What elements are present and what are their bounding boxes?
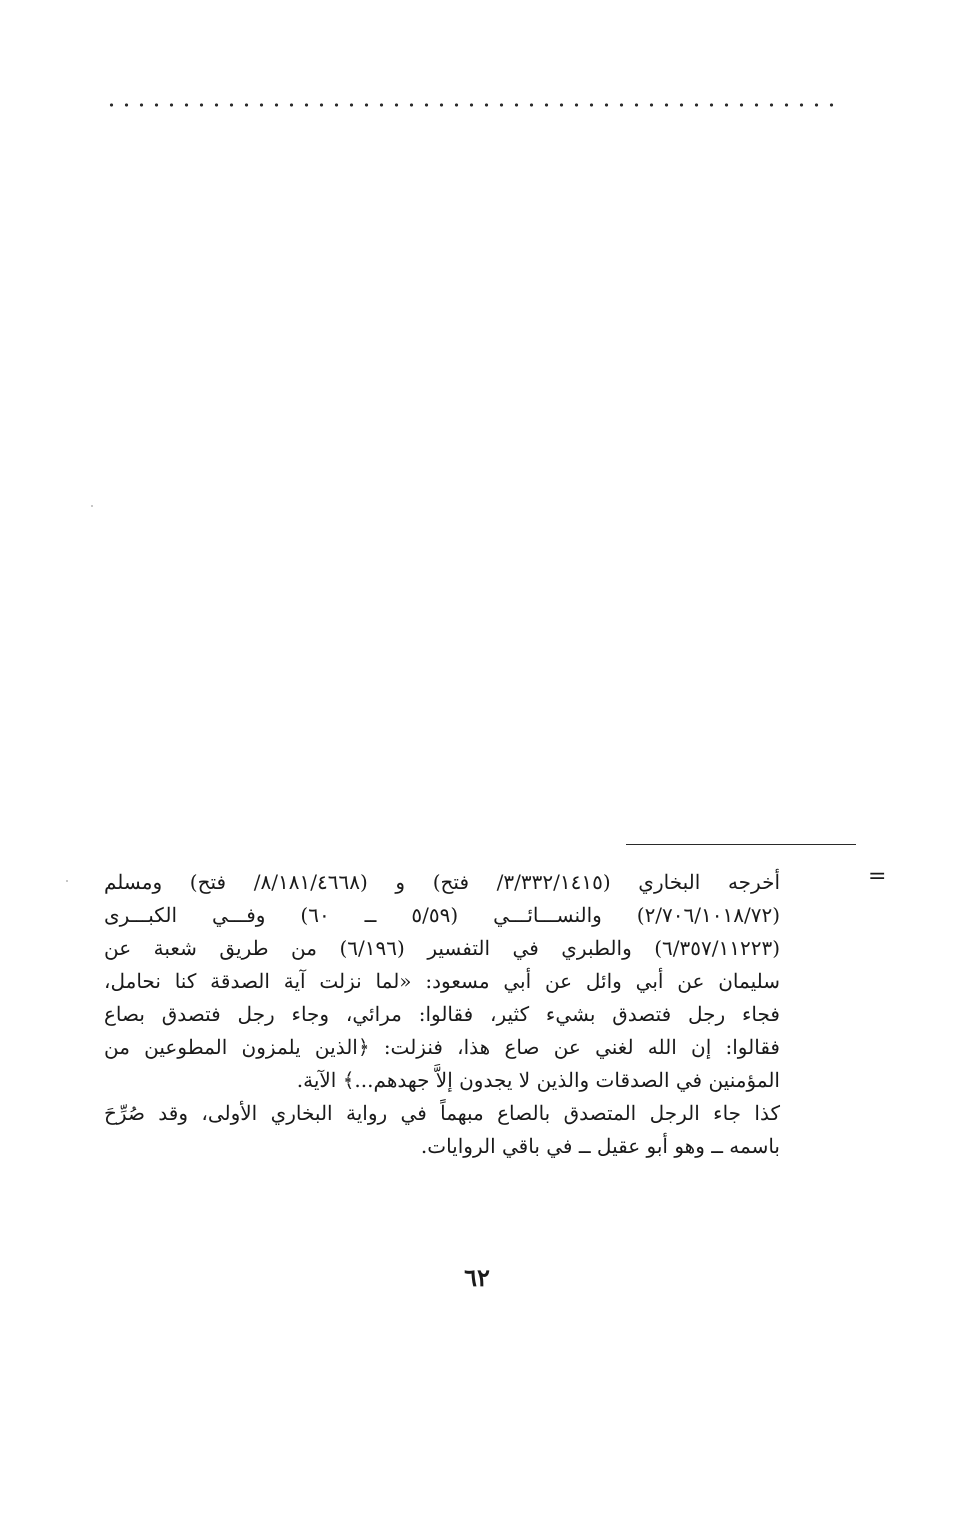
footnote-line: فجاء رجل فتصدق بشيء كثير، فقالوا: مرائي، وجاء رجل فتصدق بصاع [104,1002,780,1026]
footnote-line: باسمه ــ وهو أبو عقيل ــ في باقي الروايات. [420,1134,780,1158]
scan-speck [91,505,93,507]
footnote-line: المؤمنين في الصدقات والذين لا يجدون إلاَّ جهدهم...﴾ الآية. [296,1068,780,1092]
footnote-line: أخرجه البخاري (٣/٣٣٢/١٤١٥/ فتح) و (٨/١٨١/٤٦٦٨/ فتح) ومسلم [104,870,781,894]
continuation-mark: = [868,864,887,889]
footnote-line: (٦/٣٥٧/١١٢٢٣) والطبري في التفسير (٦/١٩٦) من طريق شعبة عن [104,936,780,960]
scan-speck [66,880,68,882]
dotted-separator [104,103,842,107]
footnote-line: سليمان عن أبي وائل عن أبي مسعود: «لما نزلت آية الصدقة كنا نحامل، [104,969,780,993]
page-number: ٦٢ [464,1263,490,1292]
footnote-text [104,866,780,1163]
footnote-rule [626,844,856,845]
footnote-line: كذا جاء الرجل المتصدق بالصاع مبهماً في رواية البخاري الأولى، وقد صُرِّحَ [104,1101,780,1125]
footnote-line: (٢/٧٠٦/١٠١٨/٧٢) والنســـائـــي (٥/٥٩ ــ ٦٠) وفـــي الكبـــرى [104,903,781,927]
footnote-line: فقالوا: إن الله لغني عن صاع هذا، فنزلت: ﴿الذين يلمزون المطوعين من [104,1035,780,1059]
